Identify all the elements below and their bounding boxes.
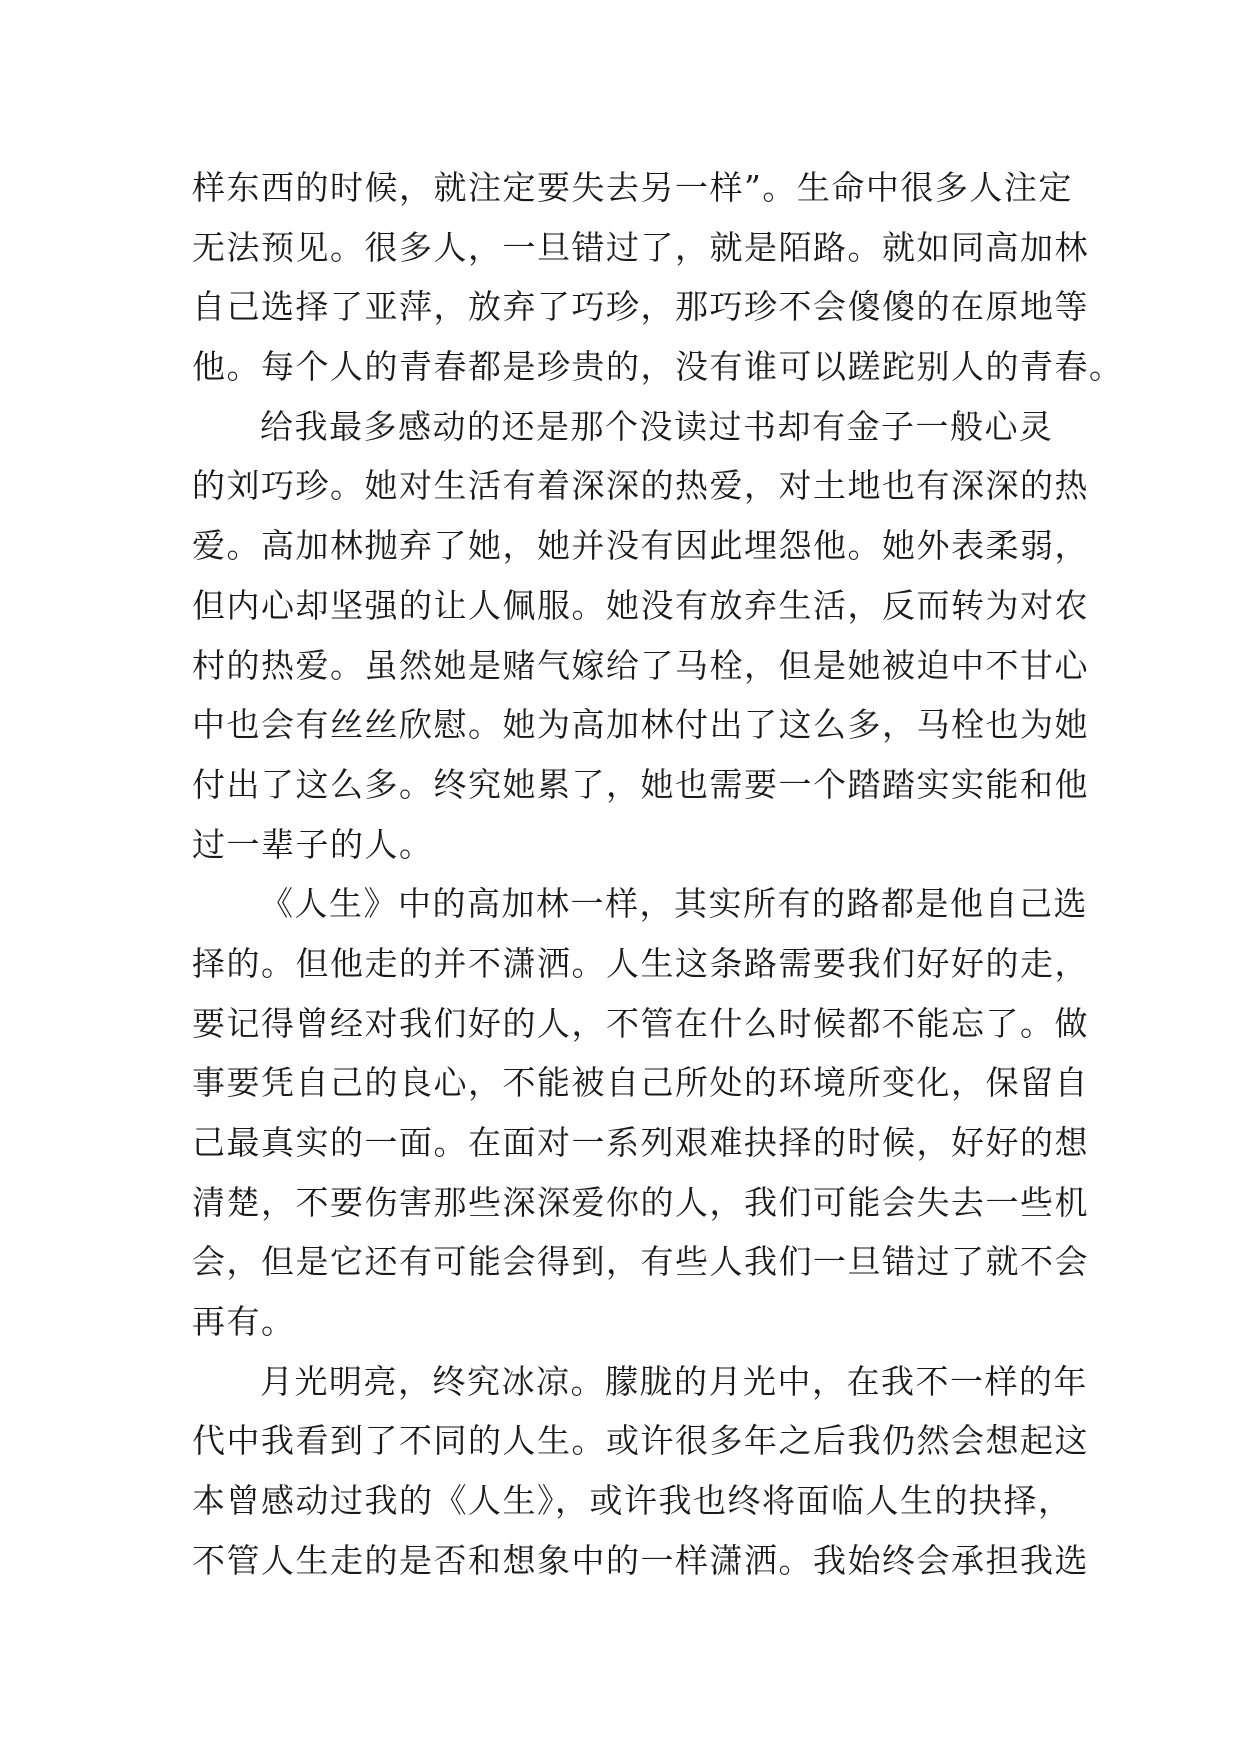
text-line: 代中我看到了不同的人生。或许很多年之后我仍然会想起这 [192, 1421, 1089, 1461]
text-line: 自己选择了亚萍，放弃了巧珍，那巧珍不会傻傻的在原地等 [192, 287, 1089, 327]
text-line: 但内心却坚强的让人佩服。她没有放弃生活，反而转为对农 [192, 585, 1089, 625]
text-line: 样东西的时候，就注定要失去另一样”。生命中很多人注定 [192, 168, 1073, 207]
text-line: 再有。 [192, 1302, 296, 1342]
text-line: 过一辈子的人。 [192, 824, 434, 864]
text-line: 的刘巧珍。她对生活有着深深的热爱，对土地也有深深的热 [192, 466, 1089, 506]
paragraph-start-line: 给我最多感动的还是那个没读过书却有金子一般心灵 [260, 406, 1054, 446]
text-line: 村的热爱。虽然她是赌气嫁给了马栓，但是她被迫中不甘心 [192, 645, 1089, 685]
body-text [192, 158, 1124, 1591]
text-line: 爱。高加林抛弃了她，她并没有因此埋怨他。她外表柔弱， [192, 526, 1089, 566]
paragraph-start-line: 月光明亮，终究冰凉。朦胧的月光中，在我不一样的年 [260, 1361, 1088, 1401]
text-line: 会，但是它还有可能会得到，有些人我们一旦错过了就不会 [192, 1242, 1089, 1282]
text-line: 无法预见。很多人，一旦错过了，就是陌路。就如同高加林 [192, 227, 1089, 267]
paragraph-start-line: 《人生》中的高加林一样，其实所有的路都是他自己选 [260, 884, 1088, 924]
text-line: 事要凭自己的良心，不能被自己所处的环境所变化，保留自 [192, 1063, 1089, 1103]
text-line: 中也会有丝丝欣慰。她为高加林付出了这么多，马栓也为她 [192, 705, 1089, 745]
text-line: 清楚，不要伤害那些深深爱你的人，我们可能会失去一些机 [192, 1182, 1089, 1222]
text-line: 不管人生走的是否和想象中的一样潇洒。我始终会承担我选 [192, 1540, 1089, 1580]
text-line: 要记得曾经对我们好的人，不管在什么时候都不能忘了。做 [192, 1003, 1089, 1043]
text-line: 择的。但他走的并不潇洒。人生这条路需要我们好好的走， [192, 943, 1089, 983]
text-line: 付出了这么多。终究她累了，她也需要一个踏踏实实能和他 [192, 764, 1089, 804]
text-line: 本曾感动过我的《人生》，或许我也终将面临人生的抉择， [192, 1481, 1073, 1521]
text-line: 他。每个人的青春都是珍贵的，没有谁可以蹉跎别人的青春。 [192, 347, 1124, 387]
text-line: 己最真实的一面。在面对一系列艰难抉择的时候，好好的想 [192, 1123, 1089, 1162]
